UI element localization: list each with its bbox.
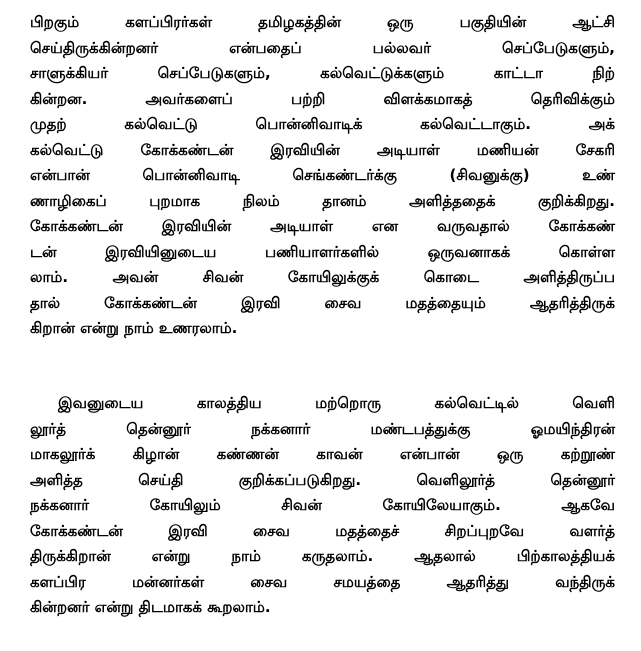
paragraph-1 bbox=[30, 10, 615, 342]
text-line: கின்றன. அவர்களைப் பற்றி விளக்கமாகத் தெரிவிக்கும் bbox=[30, 89, 615, 108]
text-line: மாகலூர்க் கிழான் கண்ணன் காவன் என்பான் ஒரு கற்றூண் bbox=[30, 445, 615, 463]
text-line: முதற் கல்வெட்டு பொன்னிவாடிக் கல்வெட்டாகும். அக் bbox=[30, 115, 615, 133]
text-line-last: கின்றனர் என்று திடமாகக் கூறலாம். bbox=[30, 598, 271, 616]
text-line: பிறகும் களப்பிரர்கள் தமிழகத்தின் ஒரு பகுதியின் ஆட்சி bbox=[30, 13, 615, 31]
text-line: கல்வெட்டு கோக்கண்டன் இரவியின் அடியாள் மணியன் சேகரி bbox=[30, 140, 615, 159]
text-line: ணாழிகைப் புறமாக நிலம் தானம் அளித்ததைக் குறிக்கிறது. bbox=[30, 191, 615, 210]
text-line: கோக்கண்டன் இரவியின் அடியாள் என வருவதால் கோக்கண் bbox=[30, 217, 615, 235]
text-line: என்பான் பொன்னிவாடி செங்கண்டர்க்கு (சிவனுக்கு) உண் bbox=[30, 166, 615, 184]
text-line: அளித்த செய்தி குறிக்கப்படுகிறது. வெளிலூர்த் தென்னூர் bbox=[30, 470, 615, 489]
text-line: திருக்கிறான் என்று நாம் கருதலாம். ஆதலால் பிற்காலத்தியக் bbox=[30, 547, 615, 565]
text-line: கோக்கண்டன் இரவி சைவ மதத்தைச் சிறப்புறவே வளர்த் bbox=[30, 521, 615, 540]
text-line: களப்பிர மன்னர்கள் சைவ சமயத்தை ஆதரித்து வந்திருக் bbox=[30, 572, 615, 591]
text-line: சாளுக்கியர் செப்பேடுகளும், கல்வெட்டுக்களும் காட்டா நிற் bbox=[30, 64, 615, 82]
text-line-last: கிறான் என்று நாம் உணரலாம். bbox=[30, 319, 238, 337]
text-line: டன் இரவியினுடைய பணியாளர்களில் ஒருவனாகக் கொள்ள bbox=[30, 242, 615, 261]
text-line: தால் கோக்கண்டன் இரவி சைவ மதத்தையும் ஆதரித்திருக் bbox=[30, 293, 615, 312]
paragraph-2 bbox=[30, 391, 615, 621]
text-line: செய்திருக்கின்றனர் என்பதைப் பல்லவர் செப்பேடுகளும், bbox=[30, 38, 615, 57]
text-line: நக்கனார் கோயிலும் சிவன் கோயிலேயாகும். ஆகவே bbox=[30, 496, 615, 514]
text-line: லூர்த் தென்னூர் நக்கனார் மண்டபத்துக்கு ஓமயிந்திரன் bbox=[30, 419, 615, 438]
text-line-indented: இவனுடைய காலத்திய மற்றொரு கல்வெட்டில் வெளி bbox=[58, 394, 615, 412]
text-line: லாம். அவன் சிவன் கோயிலுக்குக் கொடை அளித்திருப்ப bbox=[30, 268, 615, 286]
